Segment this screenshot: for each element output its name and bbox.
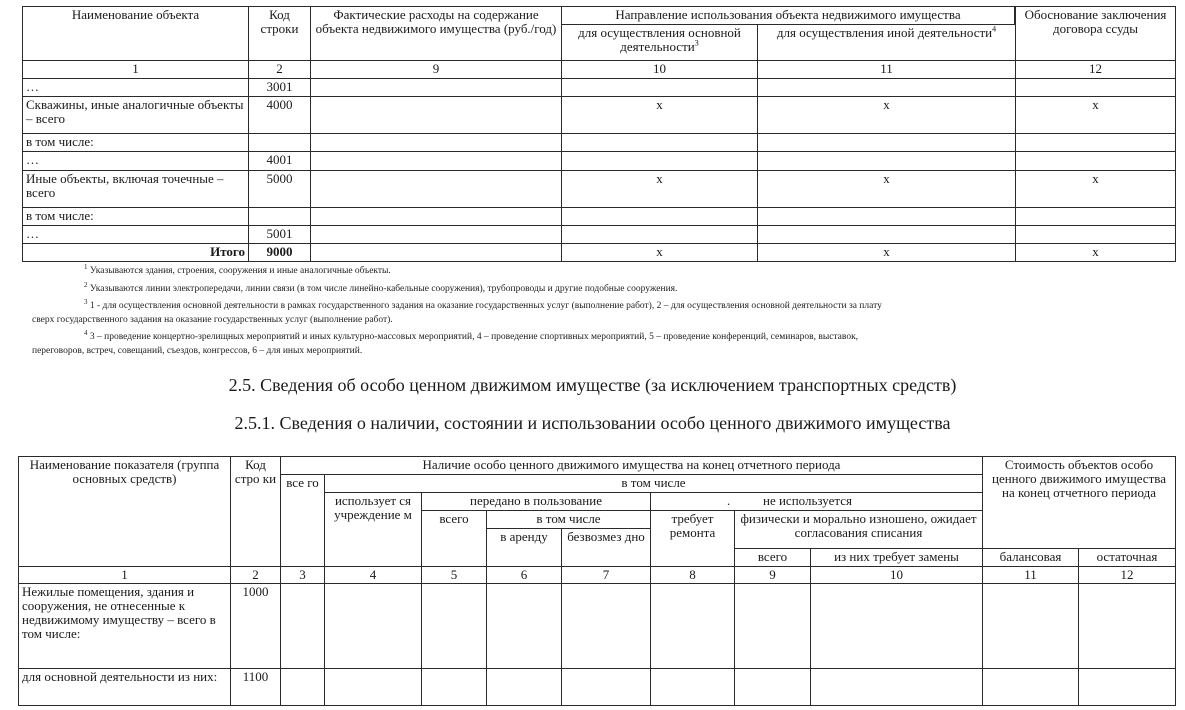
table-cell-expenses [310,151,562,171]
table-cell-other [757,78,1016,97]
table-cell [280,668,325,706]
table-row-name: Иные объекты, включая точечные – всего [22,170,249,208]
table-cell [810,583,983,669]
col-number-10: 10 [810,566,983,584]
header-free-of-charge: безвозмез дно [561,528,651,567]
section-heading-2-5: 2.5. Сведения об особо ценном движимом имуществе (за исключением транспортных средств) [228,375,957,395]
table-cell-justification: x [1015,96,1176,134]
header-worn-out: физически и морально изношено, ожидает согласования списания [734,510,983,549]
footnotes [32,261,1157,359]
table-cell-other [757,225,1016,244]
header-transferred-total: всего [421,510,487,567]
table-cell-justification [1015,207,1176,226]
header-needs-replacement: из них требует замены [810,548,983,567]
table-row-name: … [22,151,249,171]
col-number-10: 10 [561,60,758,79]
table-row-code: 1100 [230,668,281,706]
table-cell [486,668,562,706]
table-cell-justification: x [1015,170,1176,208]
table-cell-other: x [757,170,1016,208]
table-row-name: Скважины, иные аналогичные объекты – всего [22,96,249,134]
header-indicator-name: Наименование показателя (группа основных средств) [18,456,231,567]
table-cell [561,583,651,669]
table-cell-main [561,151,758,171]
table-cell [561,668,651,706]
col-number-2: 2 [248,60,311,79]
col-number-8: 8 [650,566,735,584]
footnote-3-continuation: сверх государственного задания на оказание государственных услуг (выполнение работ). [32,314,393,325]
footnote-4: $^4$ 3 – проведение концертно-зрелищных мероприятий и иных культурно-массовых мероприятий, 4 – проведение спортивных мероприятий, 5 – проведение конференций, семинаров, выставок, [84,329,859,343]
header-used-by-institution: использует ся учреждение м [324,492,422,567]
section-heading-2-5-1: 2.5.1. Сведения о наличии, состоянии и использовании особо ценного движимого имущества [234,413,951,433]
header-cost: Стоимость объектов особо ценного движимого имущества на конец отчетного периода [982,456,1176,549]
col-number-2: 2 [230,566,281,584]
table-cell-justification [1015,133,1176,152]
header-row-code: Код строки [248,6,311,61]
col-number-1: 1 [18,566,231,584]
table-cell [421,668,487,706]
table-cell-expenses [310,207,562,226]
table-row-total-code: 9000 [248,243,311,262]
table-cell [1078,668,1176,706]
table-row-code: 5001 [248,225,311,244]
table-cell-main [561,78,758,97]
header-loan-justification: Обоснование заключения договора ссуды [1015,6,1176,61]
table-row-name: в том числе: [22,207,249,226]
col-number-4: 4 [324,566,422,584]
table-cell-other: x [757,243,1016,262]
col-number-6: 6 [486,566,562,584]
table-cell-other [757,133,1016,152]
table-cell-main [561,133,758,152]
col-number-11: 11 [982,566,1079,584]
table-cell [982,583,1079,669]
header-actual-expenses: Фактические расходы на содержание объекта недвижимого имущества (руб./год) [310,6,562,61]
footnote-1: $^1$ Указываются здания, строения, сооружения и иные аналогичные объекты. [84,263,391,277]
col-number-9: 9 [734,566,811,584]
table-cell-expenses [310,243,562,262]
header-availability: Наличие особо ценного движимого имущества на конец отчетного периода [280,456,983,475]
table-row-total-name: Итого [22,243,249,262]
table-row-name: в том числе: [22,133,249,152]
footnote-ref-4: 4 [992,24,997,34]
table-cell-justification: x [1015,243,1176,262]
header-worn-total: всего [734,548,811,567]
table-row-code [248,207,311,226]
header-book-value: балансовая [982,548,1079,567]
header-main-activity: для осуществления основной деятельности$^3$ [561,24,758,61]
table-row-code: 4001 [248,151,311,171]
table-cell [734,583,811,669]
table-cell-main: x [561,243,758,262]
header-residual-value: остаточная [1078,548,1176,567]
table-cell [324,668,422,706]
col-number-12: 12 [1078,566,1176,584]
col-number-7: 7 [561,566,651,584]
table-cell-expenses [310,225,562,244]
col-number-3: 3 [280,566,325,584]
table-row-name: … [22,225,249,244]
table-cell-main: x [561,96,758,134]
table-row-name: … [22,78,249,97]
table-cell-expenses [310,170,562,208]
col-number-9: 9 [310,60,562,79]
table-row-code: 5000 [248,170,311,208]
table-cell-main: x [561,170,758,208]
col-number-12: 12 [1015,60,1176,79]
footnote-2: $^2$ Указываются линии электропередачи, линии связи (в том числе линейно-кабельные сооружения), трубопроводы и другие подобные сооружения. [84,280,678,294]
col-number-1: 1 [22,60,249,79]
header-object-name: Наименование объекта [22,6,249,61]
table-cell-other [757,151,1016,171]
header-transferred-including: в том числе [486,510,651,529]
table-cell-expenses [310,96,562,134]
header-for-rent: в аренду [486,528,562,567]
table-row-code [248,133,311,152]
table-cell-main [561,207,758,226]
header-other-activity: для осуществления иной деятельности$^4$ [757,24,1016,61]
table-row-code: 1000 [230,583,281,669]
header-transferred: передано в пользование [421,492,651,511]
table-cell-expenses [310,133,562,152]
footnote-4-continuation: переговоров, встреч, совещаний, съездов, конгрессов, 6 – для иных мероприятий. [32,346,363,357]
table-cell-justification [1015,78,1176,97]
footnote-ref-3: 3 [694,38,699,48]
footnote-3: $^3$ 1 - для осуществления основной деятельности в рамках государственного задания на оказание государственных услуг (выполнение работ), 2 – для осуществления основной деятельности за плату [84,298,882,312]
header-needs-repair: требует ремонта [650,510,735,567]
table-cell-justification [1015,151,1176,171]
table-row-name: для основной деятельности из них: [18,668,231,706]
table-cell [280,583,325,669]
col-number-5: 5 [421,566,487,584]
table-row-name: Нежилые помещения, здания и сооружения, не отнесенные к недвижимому имуществу – всего в том числе: [18,583,231,669]
table-cell-justification [1015,225,1176,244]
table-row-code: 3001 [248,78,311,97]
col-number-11: 11 [757,60,1016,79]
table-cell [650,583,735,669]
table-cell-expenses [310,78,562,97]
header-row-code: Код стро ки [230,456,281,567]
table-row-code: 4000 [248,96,311,134]
table-cell [1078,583,1176,669]
table-cell-other: x [757,96,1016,134]
header-including: в том числе [324,474,983,493]
table-cell-main [561,225,758,244]
table-cell [324,583,422,669]
header-total: все го [280,474,325,567]
header-not-used: . не используется [650,492,983,511]
table-cell [650,668,735,706]
table-cell [810,668,983,706]
table-cell-other [757,207,1016,226]
table-cell [486,583,562,669]
table-cell [982,668,1079,706]
table-cell [421,583,487,669]
header-usage-direction: Направление использования объекта недвижимого имущества [561,6,1015,25]
table-cell [734,668,811,706]
